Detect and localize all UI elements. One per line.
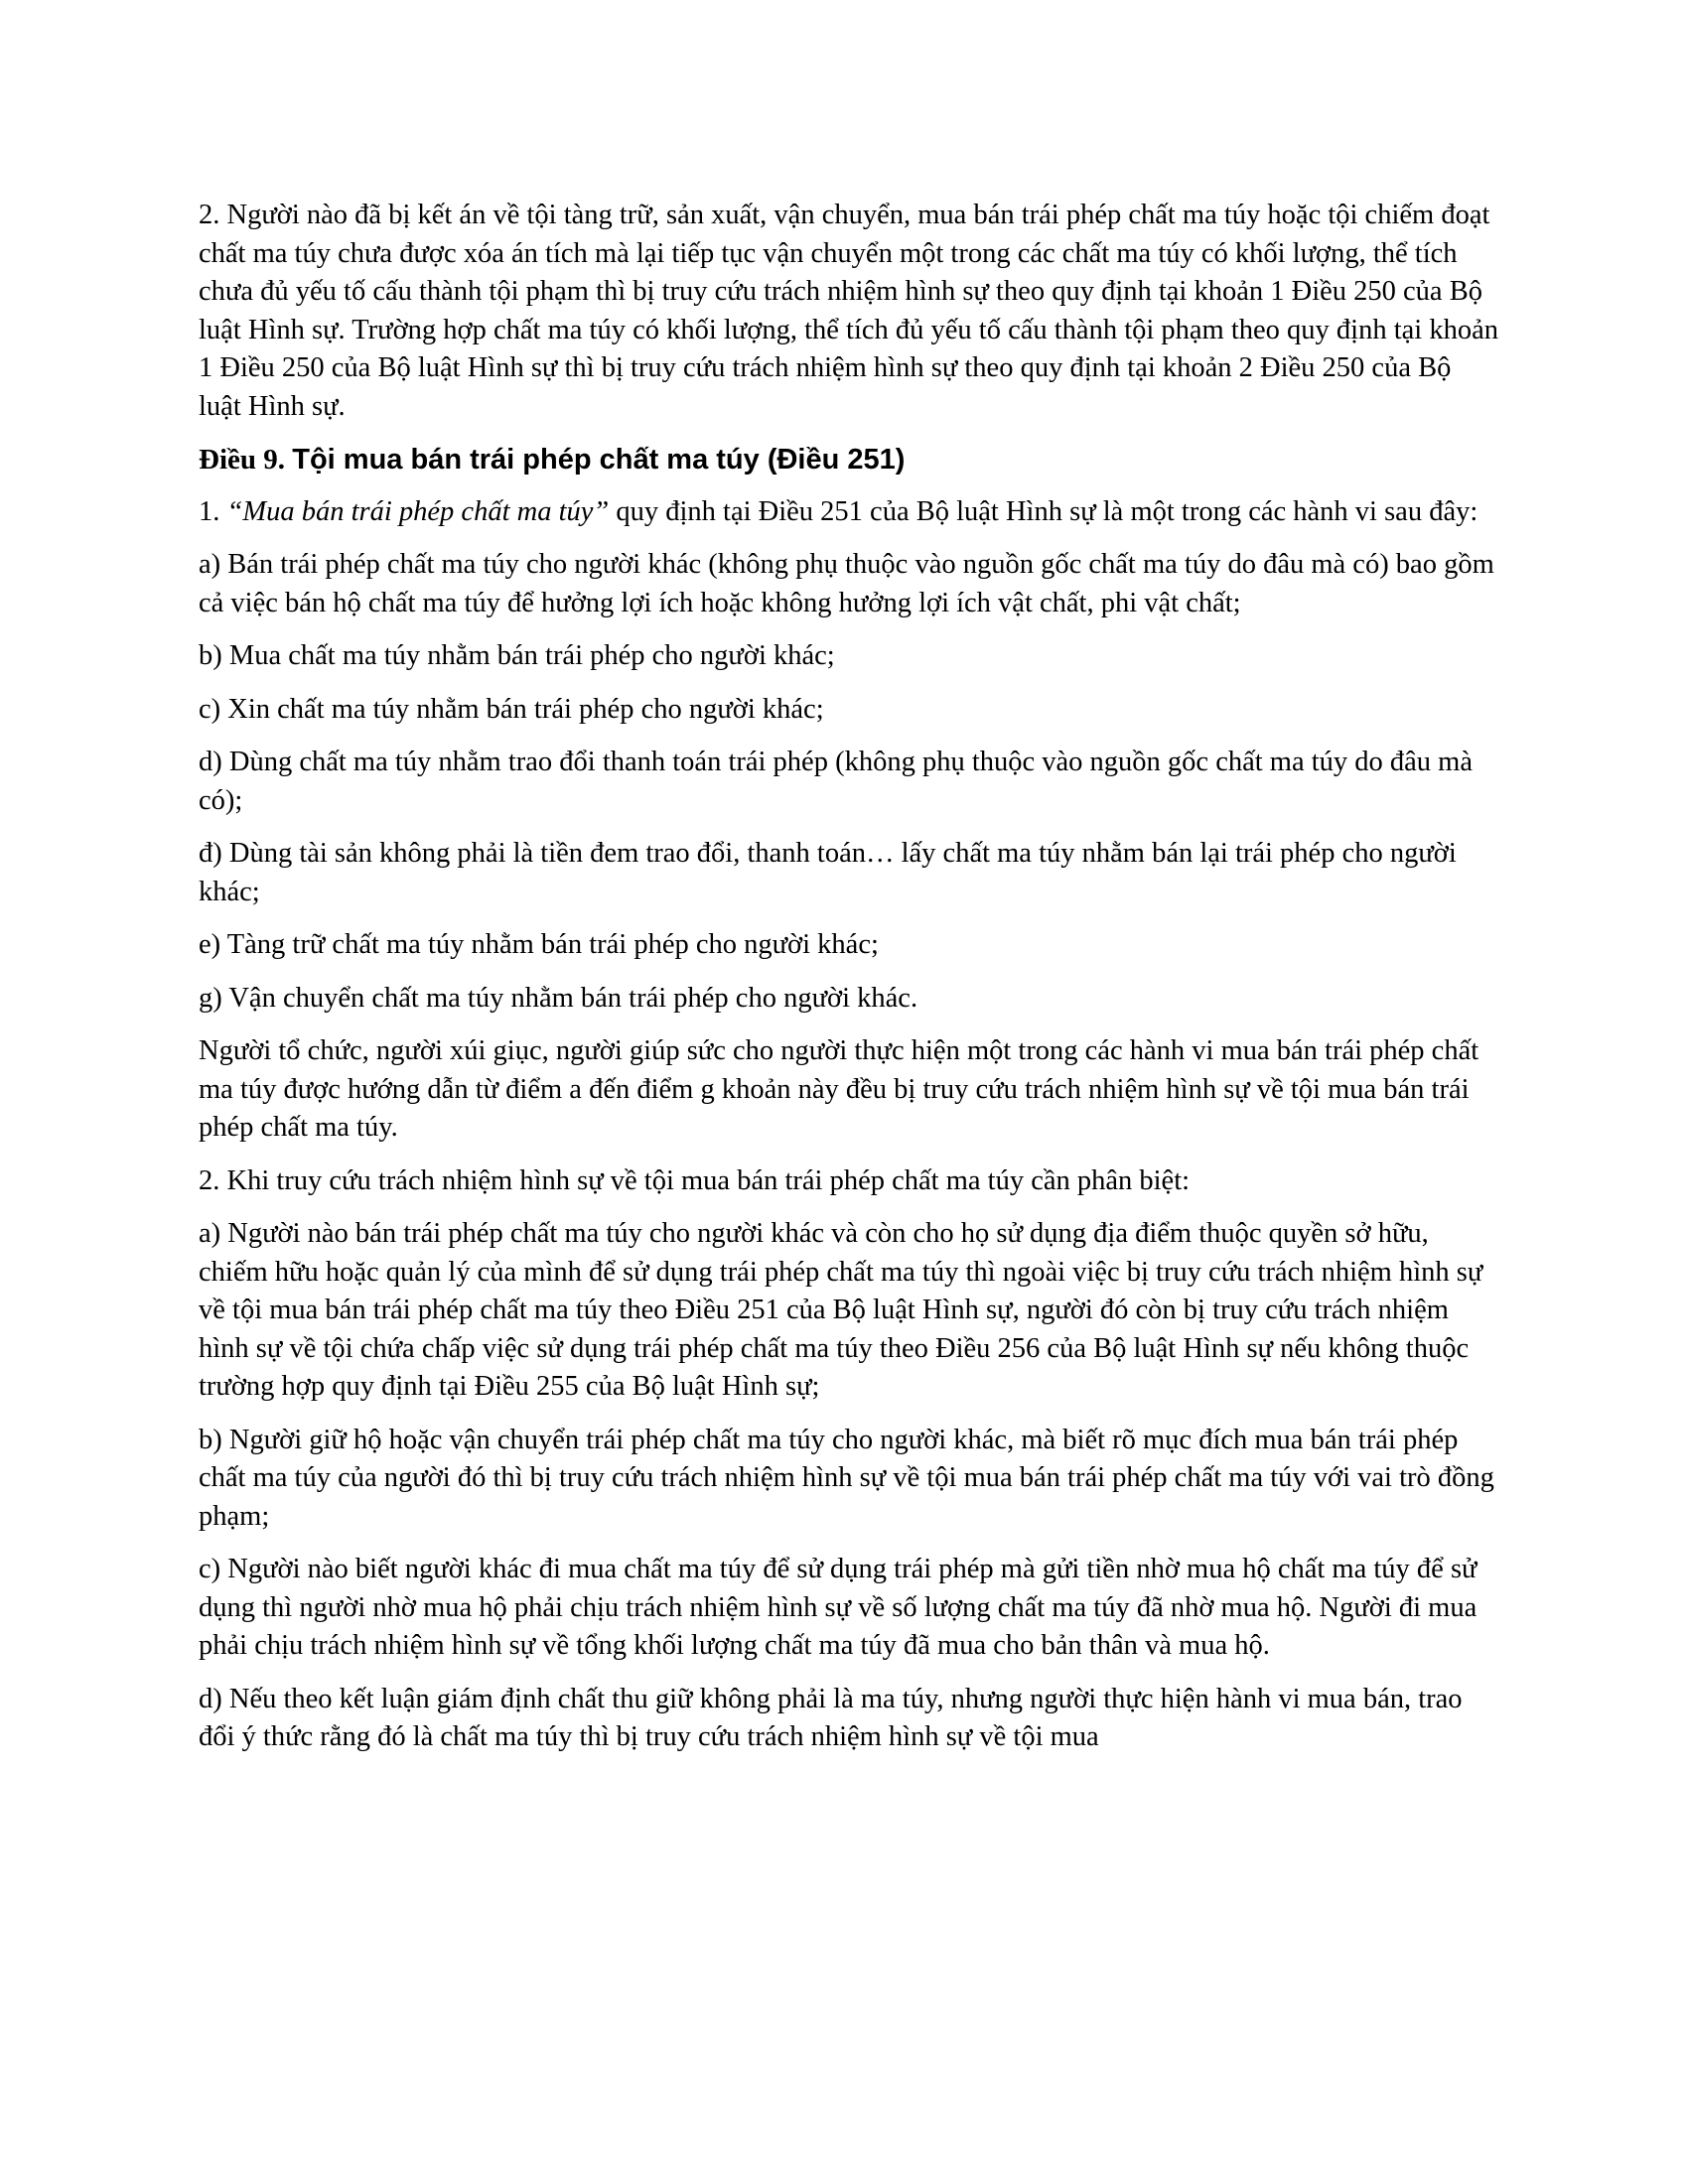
document-page <box>199 197 1499 1772</box>
clause-1-item-c: c) Xin chất ma túy nhằm bán trái phép cho người khác; <box>199 693 824 725</box>
clause-1-item-b: b) Mua chất ma túy nhằm bán trái phép cho người khác; <box>199 640 835 671</box>
clause-2-item-d: d) Nếu theo kết luận giám định chất thu giữ không phải là ma túy, nhưng người thực hiện hành vi mua bán, trao đổi ý thức rằng đó là chất ma túy thì bị truy cứu trách nhiệm hình sự về tội mua <box>199 1683 1463 1752</box>
paragraph-article-8-clause-2: 2. Người nào đã bị kết án về tội tàng trữ, sản xuất, vận chuyển, mua bán trái phép chất ma túy hoặc tội chiếm đoạt chất ma túy chưa được xóa án tích mà lại tiếp tục vận chuyển một trong các chất ma túy có khối lượng, thể tích chưa đủ yếu tố cấu thành tội phạm thì bị truy cứu trách nhiệm hình sự theo quy định tại khoản 1 Điều 250 của Bộ luật Hình sự. Trường hợp chất ma túy có khối lượng, thể tích đủ yếu tố cấu thành tội phạm theo quy định tại khoản 1 Điều 250 của Bộ luật Hình sự thì bị truy cứu trách nhiệm hình sự theo quy định tại khoản 2 Điều 250 của Bộ luật Hình sự. <box>199 200 1498 422</box>
clause-1-intro <box>199 493 1499 532</box>
clause-1-closing: Người tổ chức, người xúi giục, người giúp sức cho người thực hiện một trong các hành vi mua bán trái phép chất ma túy được hướng dẫn từ điểm a đến điểm g khoản này đều bị truy cứu trách nhiệm hình sự về tội mua bán trái phép chất ma túy. <box>199 1035 1479 1143</box>
clause-1-item-a: a) Bán trái phép chất ma túy cho người khác (không phụ thuộc vào nguồn gốc chất ma túy do đâu mà có) bao gồm cả việc bán hộ chất ma túy để hưởng lợi ích hoặc không hưởng lợi ích vật chất, phi vật chất; <box>199 549 1494 618</box>
article-9-title: Tội mua bán trái phép chất ma túy (Điều 251) <box>292 444 906 476</box>
clause-1-item-dd: đ) Dùng tài sản không phải là tiền đem trao đổi, thanh toán… lấy chất ma túy nhằm bán lại trái phép cho người khác; <box>199 838 1457 907</box>
clause-1-term: “Mua bán trái phép chất ma túy” <box>226 495 610 527</box>
clause-1-text: quy định tại Điều 251 của Bộ luật Hình sự là một trong các hành vi sau đây: <box>616 495 1478 527</box>
clause-2-item-c: c) Người nào biết người khác đi mua chất ma túy để sử dụng trái phép mà gửi tiền nhờ mua hộ chất ma túy để sử dụng thì người nhờ mua hộ phải chịu trách nhiệm hình sự về số lượng chất ma túy đã nhờ mua hộ. Người đi mua phải chịu trách nhiệm hình sự về tổng khối lượng chất ma túy đã mua cho bản thân và mua hộ. <box>199 1554 1477 1661</box>
article-9-number: Điều 9. <box>199 444 285 476</box>
clause-1-number: 1. <box>199 495 220 527</box>
clause-2-item-a: a) Người nào bán trái phép chất ma túy cho người khác và còn cho họ sử dụng địa điểm thuộc quyền sở hữu, chiếm hữu hoặc quản lý của mình để sử dụng trái phép chất ma túy thì ngoài việc bị truy cứu trách nhiệm hình sự về tội mua bán trái phép chất ma túy theo Điều 251 của Bộ luật Hình sự, người đó còn bị truy cứu trách nhiệm hình sự về tội chứa chấp việc sử dụng trái phép chất ma túy theo Điều 256 của Bộ luật Hình sự nếu không thuộc trường hợp quy định tại Điều 255 của Bộ luật Hình sự; <box>199 1218 1483 1402</box>
clause-1-item-g: g) Vận chuyển chất ma túy nhằm bán trái phép cho người khác. <box>199 982 918 1014</box>
clause-1-item-e: e) Tàng trữ chất ma túy nhằm bán trái phép cho người khác; <box>199 929 879 960</box>
clause-1-item-d: d) Dùng chất ma túy nhằm trao đổi thanh toán trái phép (không phụ thuộc vào nguồn gốc chất ma túy do đâu mà có); <box>199 747 1473 816</box>
clause-2-intro: 2. Khi truy cứu trách nhiệm hình sự về tội mua bán trái phép chất ma túy cần phân biệt: <box>199 1164 1191 1196</box>
clause-2-item-b: b) Người giữ hộ hoặc vận chuyển trái phép chất ma túy cho người khác, mà biết rõ mục đích mua bán trái phép chất ma túy của người đó thì bị truy cứu trách nhiệm hình sự về tội mua bán trái phép chất ma túy với vai trò đồng phạm; <box>199 1424 1494 1532</box>
article-9-heading <box>199 441 1499 479</box>
